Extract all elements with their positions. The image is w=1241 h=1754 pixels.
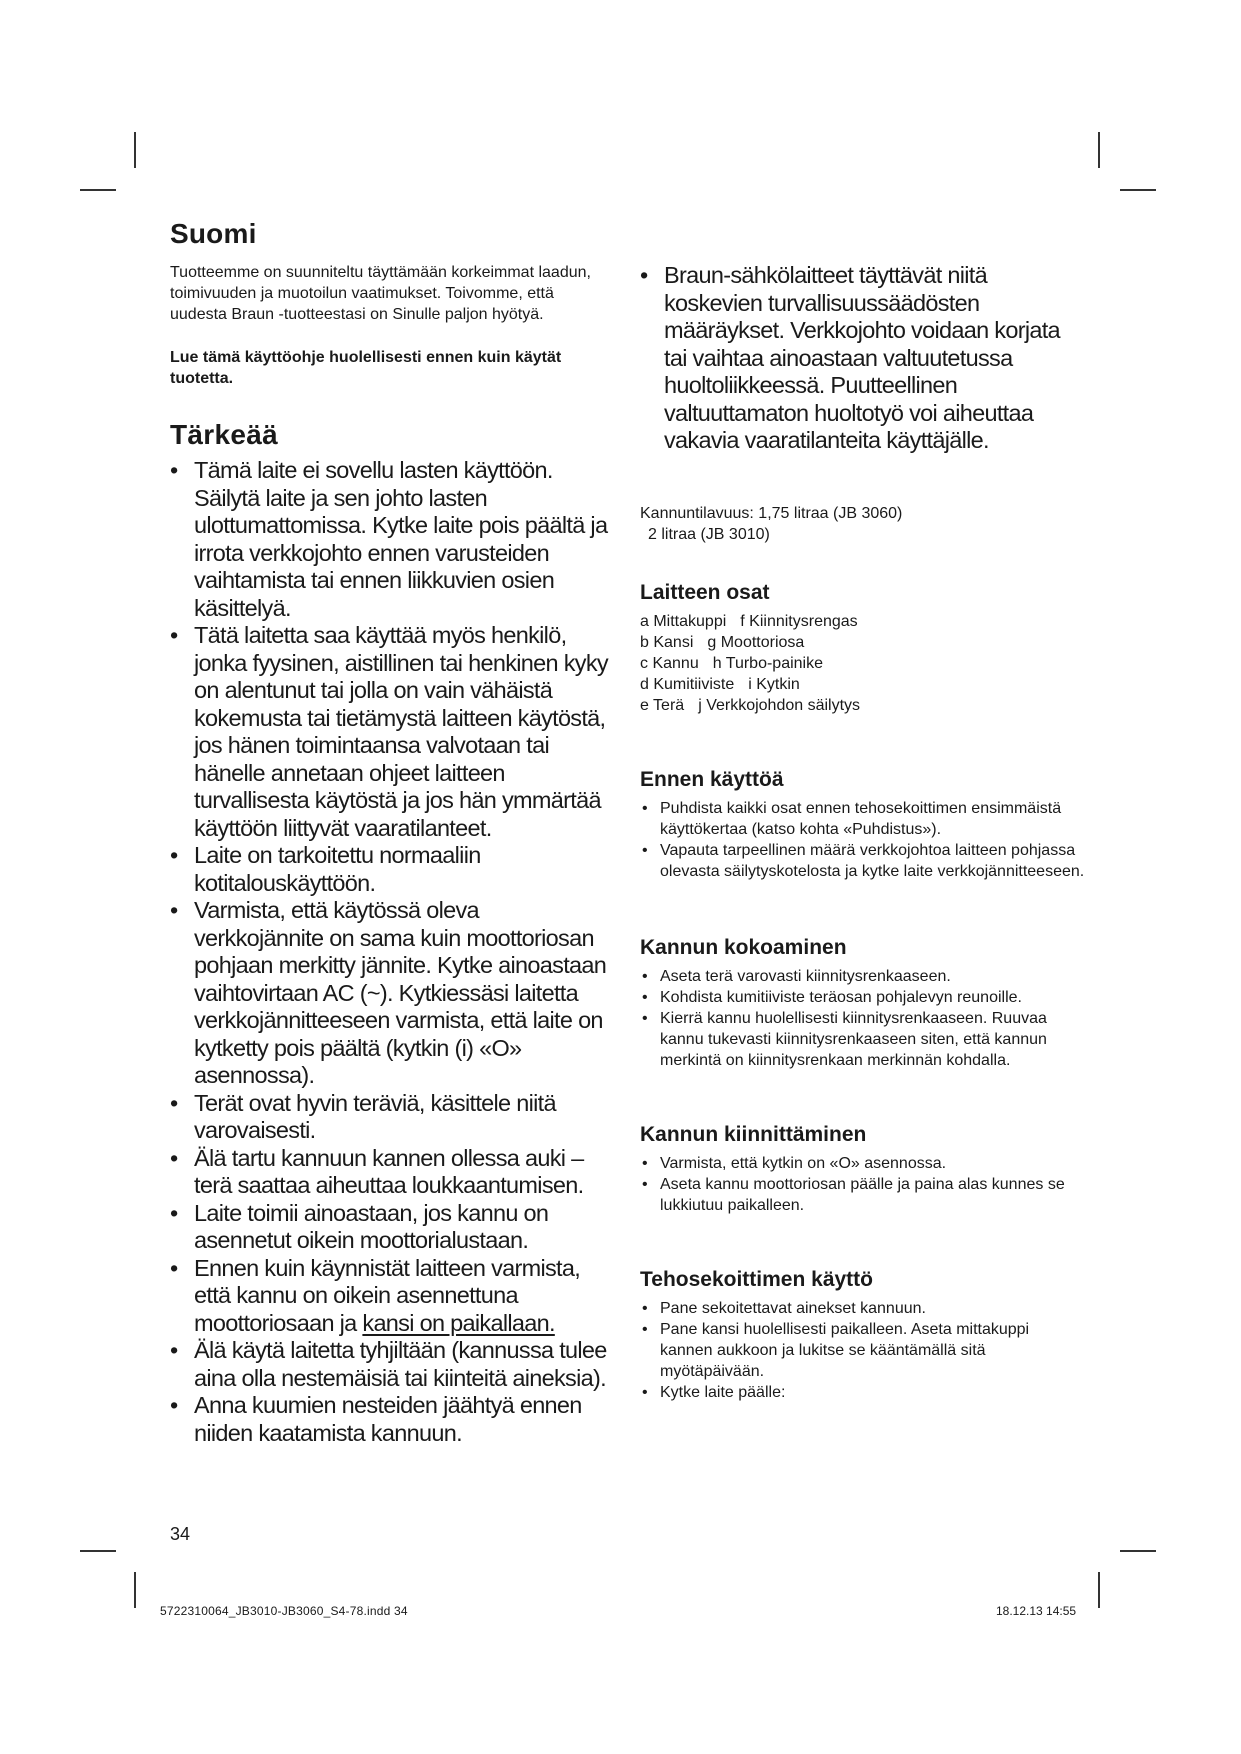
attach-item: • Aseta kannu moottoriosan päälle ja paina alas kunnes se lukkiutuu paikalleen.	[642, 1175, 1065, 1214]
assembly-list	[640, 966, 1085, 1071]
parts-row: b Kansi g Moottoriosa	[640, 633, 805, 651]
important-item: • Tämä laite ei sovellu lasten käyttöön. Säilytä laite ja sen johto lasten ulottumattomissa. Kytke laite pois päältä ja irrota verkkojohto ennen varusteiden vaihtamista tai ennen liikkuvien osien käsittelyä.	[170, 457, 608, 621]
assembly-item: • Kierrä kannu huolellisesti kiinnitysrenkaaseen. Ruuvaa kannu tukevasti kiinnitysrenkaaseen siten, että kannun merkintä on kiinnitysrenkaan merkinnän kohdalla.	[642, 1009, 1047, 1069]
bullet-icon: •	[170, 1392, 178, 1418]
underlined-text: kansi on paikallaan.	[362, 1309, 555, 1336]
attach-item: • Varmista, että kytkin on «O» asennossa.	[642, 1154, 947, 1172]
bullet-icon: •	[170, 1337, 178, 1363]
bullet-icon: •	[642, 1383, 648, 1401]
attach-heading: Kannun kiinnittäminen	[640, 1122, 867, 1146]
bullet-icon: •	[170, 1254, 178, 1281]
bullet-icon: •	[640, 262, 648, 288]
usage-item: • Pane sekoitettavat ainekset kannuun.	[642, 1299, 926, 1317]
intro-paragraph: Tuotteemme on suunniteltu täyttämään korkeimmat laadun, toimivuuden ja muotoilun vaatimukset. Toivomme, että uudesta Braun -tuotteestasi on Sinulle paljon hyötyä.	[170, 264, 591, 323]
before-use-item: • Puhdista kaikki osat ennen tehosekoittimen ensimmäistä käyttökertaa (katso kohta «Puhdistus»).	[642, 799, 1062, 838]
page-number: 34	[170, 1524, 191, 1544]
right-column	[640, 262, 1085, 1403]
bullet-icon: •	[642, 841, 648, 859]
bullet-icon: •	[170, 1144, 178, 1171]
assembly-heading: Kannun kokoaminen	[640, 935, 847, 959]
before-use-list	[640, 798, 1085, 882]
important-item: • Varmista, että käytössä oleva verkkojännite on sama kuin moottoriosan pohjaan merkitty jännite. Kytke ainoastaan vaihtovirtaan AC (~). Kytkiessäsi laitetta verkkojännitteeseen varmista, että laite on kytketty pois päältä (kytkin (i) «O» asennossa).	[170, 897, 607, 1088]
bullet-icon: •	[642, 967, 648, 985]
crop-mark-top-right-vertical	[1098, 132, 1100, 168]
parts-row: e Terä j Verkkojohdon säilytys	[640, 696, 861, 714]
footer-file-name: 5722310064_JB3010-JB3060_S4-78.indd 34	[160, 1604, 408, 1618]
important-list	[170, 457, 610, 1447]
crop-mark-bottom-right-vertical	[1098, 1572, 1100, 1608]
crop-mark-bottom-right-horizontal	[1120, 1550, 1156, 1552]
bullet-icon: •	[642, 1299, 648, 1317]
capacity-line-2: 2 litraa (JB 3010)	[648, 525, 770, 543]
usage-item: • Pane kansi huolellisesti paikalleen. Aseta mittakuppi kannen aukkoon ja lukitse se kääntämällä sitä myötäpäivään.	[642, 1320, 1030, 1380]
assembly-item: • Aseta terä varovasti kiinnitysrenkaaseen.	[642, 967, 951, 985]
footer-date-time: 18.12.13 14:55	[996, 1604, 1077, 1618]
important-heading: Tärkeää	[170, 419, 278, 450]
important-item: • Älä käytä laitetta tyhjiltään (kannussa tulee aina olla nestemäisiä tai kiinteitä aineksia).	[170, 1337, 607, 1391]
important-item: • Tätä laitetta saa käyttää myös henkilö, jonka fyysinen, aistillinen tai henkinen kyky on alentunut tai jolla on vain vähäistä kokemusta tai tietämystä laitteen käytöstä, jos hänen toimintaansa valvotaan tai hänelle annetaan ohjeet laitteen turvallisesta käytöstä ja jos hän ymmärtää käyttöön liittyvät vaaratilanteet.	[170, 622, 608, 841]
read-instructions-notice: Lue tämä käyttöohje huolellisesti ennen kuin käytät tuotetta.	[170, 349, 562, 387]
bullet-icon: •	[170, 897, 178, 923]
bullet-icon: •	[642, 799, 648, 817]
important-item: • Terät ovat hyvin teräviä, käsittele niitä varovaisesti.	[170, 1089, 556, 1143]
safety-list	[640, 262, 1085, 455]
important-item: • Laite toimii ainoastaan, jos kannu on asennetut oikein moottorialustaan.	[170, 1199, 549, 1253]
bullet-icon: •	[642, 1175, 648, 1193]
capacity-line-1: Kannuntilavuus: 1,75 litraa (JB 3060)	[640, 504, 903, 522]
bullet-icon: •	[170, 457, 178, 483]
usage-list	[640, 1298, 1085, 1403]
capacity-spec	[640, 503, 1085, 545]
left-column	[170, 218, 610, 1447]
crop-mark-bottom-left-horizontal	[80, 1550, 116, 1552]
parts-list	[640, 611, 1085, 716]
parts-heading: Laitteen osat	[640, 580, 770, 604]
crop-mark-top-left-horizontal	[80, 189, 116, 191]
bullet-icon: •	[170, 1089, 178, 1116]
important-item: • Ennen kuin käynnistät laitteen varmista, että kannu on oikein asennettuna moottoriosaan ja kansi on paikallaan.	[170, 1254, 581, 1336]
important-item: • Älä tartu kannuun kannen ollessa auki – terä saattaa aiheuttaa loukkaantumisen.	[170, 1144, 584, 1198]
bullet-icon: •	[170, 1199, 178, 1226]
language-title: Suomi	[170, 218, 257, 249]
usage-item: • Kytke laite päälle:	[642, 1383, 786, 1401]
before-use-item: • Vapauta tarpeellinen määrä verkkojohtoa laitteen pohjassa olevasta säilytyskotelosta ja kytke laite verkkojännitteeseen.	[642, 841, 1085, 880]
bullet-icon: •	[170, 622, 178, 648]
assembly-item: • Kohdista kumitiiviste teräosan pohjalevyn reunoille.	[642, 988, 1022, 1006]
usage-heading: Tehosekoittimen käyttö	[640, 1267, 873, 1291]
parts-row: d Kumitiiviste i Kytkin	[640, 675, 800, 693]
crop-mark-bottom-left-vertical	[134, 1572, 136, 1608]
attach-list	[640, 1153, 1085, 1216]
bullet-icon: •	[642, 1320, 648, 1338]
parts-row: a Mittakuppi f Kiinnitysrengas	[640, 612, 858, 630]
crop-mark-top-right-horizontal	[1120, 189, 1156, 191]
important-item: • Anna kuumien nesteiden jäähtyä ennen niiden kaatamista kannuun.	[170, 1392, 582, 1446]
parts-row: c Kannu h Turbo-painike	[640, 654, 824, 672]
safety-item: • Braun-sähkölaitteet täyttävät niitä koskevien turvallisuussäädösten määräykset. Verkkojohto voidaan korjata tai vaihtaa ainoastaan valtuutetussa huoltoliikkeessä. Puutteellinen valtuuttamaton huoltotyö voi aiheuttaa vakavia vaaratilanteita käyttäjälle.	[640, 262, 1060, 453]
bullet-icon: •	[642, 1154, 648, 1172]
bullet-icon: •	[642, 988, 648, 1006]
before-use-heading: Ennen käyttöä	[640, 767, 784, 791]
crop-mark-top-left-vertical	[134, 132, 136, 168]
important-item: • Laite on tarkoitettu normaaliin kotitalouskäyttöön.	[170, 842, 481, 896]
bullet-icon: •	[642, 1009, 648, 1027]
bullet-icon: •	[170, 842, 178, 868]
